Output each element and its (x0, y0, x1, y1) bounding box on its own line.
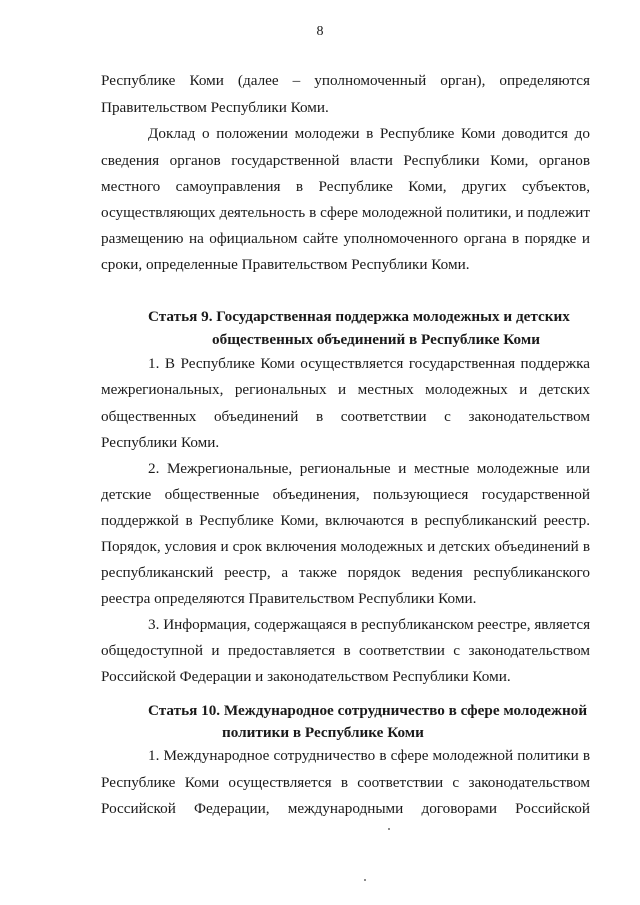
paragraph-line: сведения органов государственной власти Республики Коми, органов (101, 152, 590, 169)
paragraph-line: детские общественные объединения, пользующиеся государственной (101, 486, 590, 503)
paragraph-line: размещению на официальном сайте уполномоченного органа в порядке и (101, 230, 590, 247)
page-number: 8 (316, 24, 324, 39)
paragraph-line: 1. В Республике Коми осуществляется государственная поддержка (148, 355, 590, 372)
paragraph-line: сроки, определенные Правительством Республики Коми. (101, 256, 470, 273)
scan-speck (388, 828, 390, 830)
paragraph-line: межрегиональных, региональных и местных молодежных и детских (101, 381, 590, 398)
paragraph-line: общественных объединений в соответствии с законодательством (101, 408, 590, 425)
paragraph-line: Российской Федерации, международными договорами Российской (101, 800, 590, 817)
paragraph-line: Доклад о положении молодежи в Республике Коми доводится до (148, 125, 590, 142)
paragraph-line: осуществляющих деятельность в сфере молодежной политики, и подлежит (101, 204, 590, 221)
paragraph-line: Правительством Республики Коми. (101, 99, 329, 116)
article-9-heading-continued: общественных объединений в Республике Коми (212, 331, 540, 348)
article-9-heading: Статья 9. Государственная поддержка молодежных и детских (148, 308, 570, 325)
paragraph-line: Российской Федерации и законодательством Республики Коми. (101, 668, 511, 685)
paragraph-line: реестра определяются Правительством Республики Коми. (101, 590, 477, 607)
paragraph-line: Республики Коми. (101, 434, 220, 451)
paragraph-line: 1. Международное сотрудничество в сфере молодежной политики в (148, 747, 590, 764)
paragraph-line: поддержкой в Республике Коми, включаются в республиканский реестр. (101, 512, 590, 529)
paragraph-line: местного самоуправления в Республике Коми, других субъектов, (101, 178, 590, 195)
paragraph-line: республиканский реестр, а также порядок ведения республиканского (101, 564, 590, 581)
paragraph-line: общедоступной и предоставляется в соответствии с законодательством (101, 642, 590, 659)
scan-speck (364, 879, 366, 881)
paragraph-line: Порядок, условия и срок включения молодежных и детских объединений в (101, 538, 590, 555)
paragraph-line: Республике Коми осуществляется в соответствии с законодательством (101, 774, 590, 791)
paragraph-line: Республике Коми (далее – уполномоченный орган), определяются (101, 72, 590, 89)
paragraph-line: 2. Межрегиональные, региональные и местные молодежные или (148, 460, 590, 477)
paragraph-line: 3. Информация, содержащаяся в республиканском реестре, является (148, 616, 591, 633)
article-10-heading: Статья 10. Международное сотрудничество в сфере молодежной (148, 702, 588, 719)
article-10-heading-continued: политики в Республике Коми (222, 724, 424, 741)
